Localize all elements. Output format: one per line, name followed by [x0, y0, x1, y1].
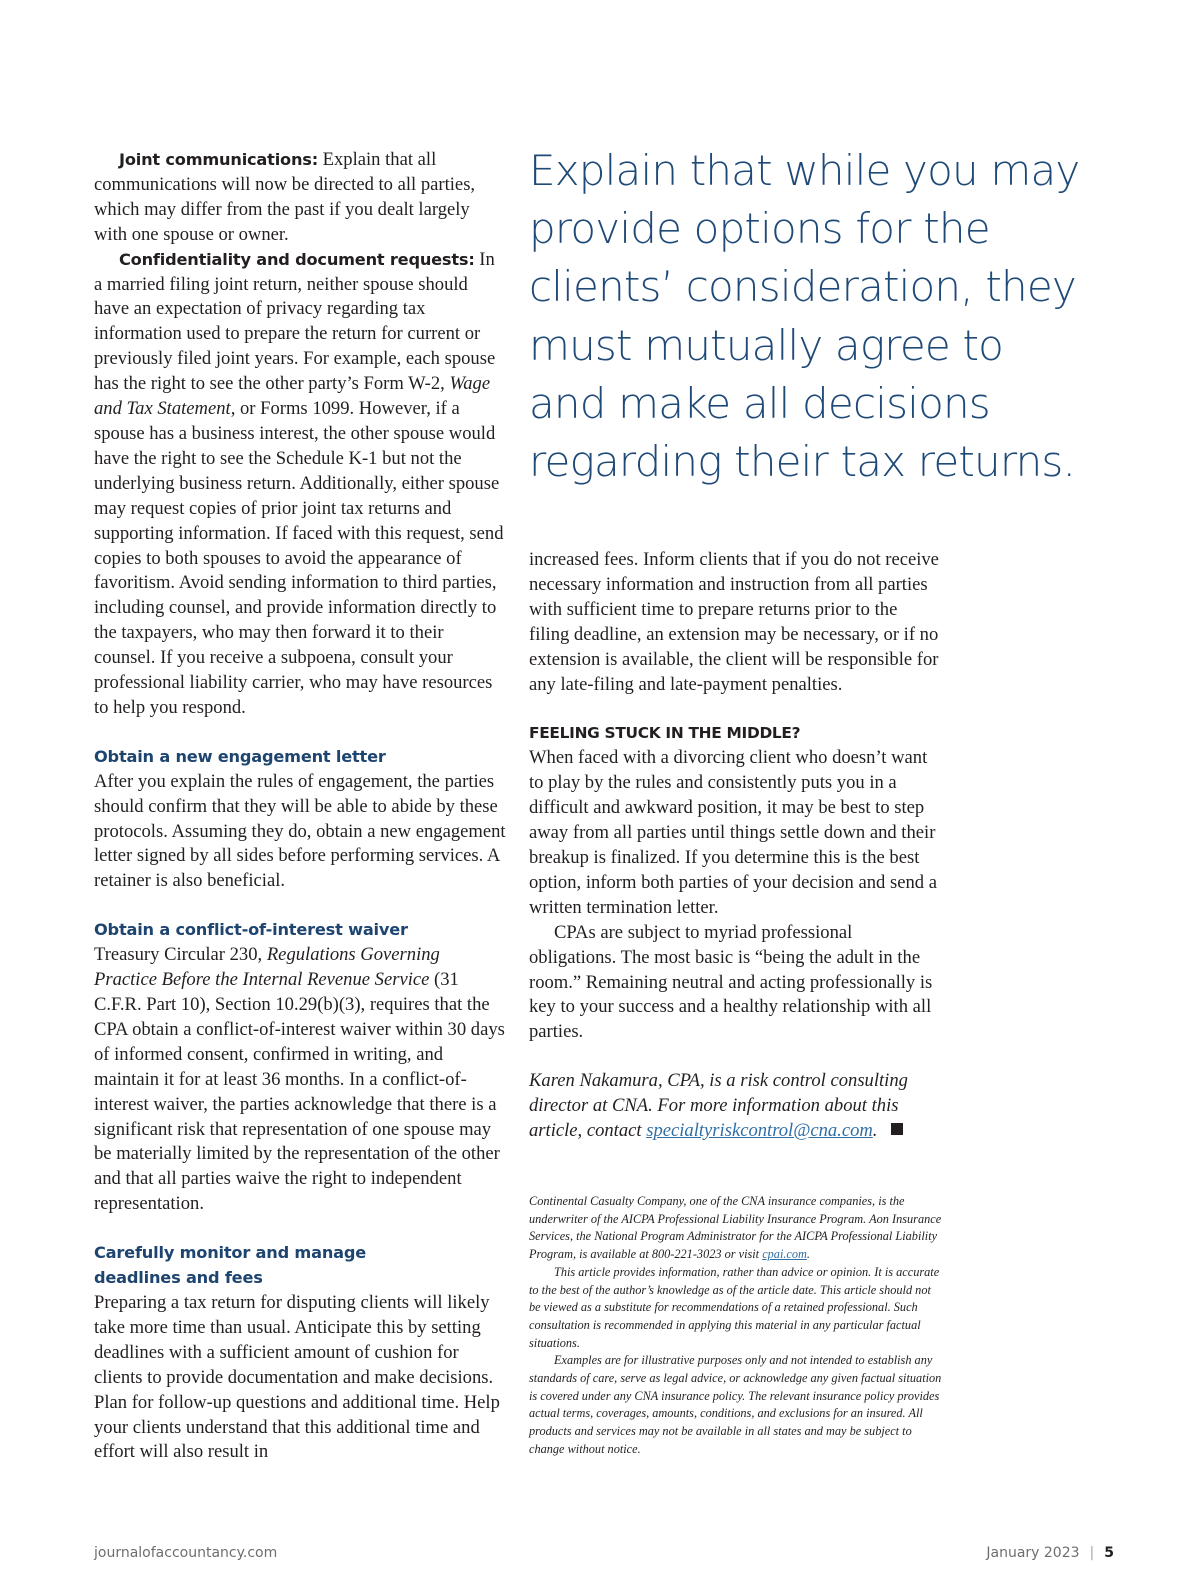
cpai-link[interactable]: cpai.com — [762, 1247, 807, 1262]
waiver-heading: Obtain a conflict-of-interest waiver — [94, 920, 408, 940]
fees-paragraph: increased fees. Inform clients that if you do not receive necessary information and instruction from all parties with sufficient time to prepare returns prior to the filing deadline, an extension may be necessary, or if no extension is available, the client will be responsible for any late-filing and late-payment penalties. — [529, 549, 939, 695]
end-mark-icon — [891, 1123, 903, 1135]
deadlines-paragraph: Preparing a tax return for disputing clients will likely take more time than usual. Anticipate this by setting deadlines with a sufficient amount of cushion for clients to provide documentation and make decisions. Plan for follow-up questions and additional time. Help your clients understand that this additional time and effort will also result in — [94, 1291, 500, 1463]
author-bio — [529, 1069, 939, 1144]
stuck-heading: FEELING STUCK IN THE MIDDLE? — [529, 724, 801, 743]
fine-print-p3: Examples are for illustrative purposes only and not intended to establish any standards of care, serve as legal advice, or acknowledge any given factual situation is covered under any CNA insurance policy. The relevant insurance policy provides actual terms, coverages, amounts, conditions, and exclusions for an insured. All products and services may not be available in all states and may be subject to change without notice. — [529, 1353, 942, 1456]
footer-separator: | — [1089, 1545, 1095, 1561]
bio-text: Karen Nakamura, CPA, is a risk control consulting director at CNA. For more information about this article, contact — [529, 1070, 908, 1142]
waiver-text-em: Regulations Governing Practice Before the Internal Revenue Service — [94, 944, 440, 991]
deadlines-heading: Carefully monitor and manage deadlines and fees — [94, 1243, 367, 1288]
waiver-text-b: (31 C.F.R. Part 10), Section 10.29(b)(3), requires that the CPA obtain a conflict-of-interest waiver within 30 days of informed consent, confirmed in writing, and maintain it for at least 36 months. In a conflict-of-interest waiver, the parties acknowledge that there is a significant risk that representation of one spouse may be materially limited by the representation of the other and that all parties waive the right to independent representation. — [94, 969, 505, 1215]
waiver-paragraph — [94, 943, 506, 1217]
joint-communications-lead: Joint communications: — [119, 150, 318, 169]
confidentiality-lead: Confidentiality and document requests: — [119, 249, 475, 269]
left-column — [94, 148, 506, 1465]
engagement-heading: Obtain a new engagement letter — [94, 746, 386, 766]
joint-communications-text: Explain that all communications will now be directed to all parties, which may differ from the past if you dealt largely with one spouse or owner. — [94, 149, 476, 245]
confidentiality-paragraph — [94, 248, 506, 721]
page-number: 5 — [1104, 1545, 1114, 1561]
confidentiality-text-em: Wage and Tax Statement — [94, 373, 491, 420]
confidentiality-text-a: In a married filing joint return, neither spouse should have an expectation of privacy regarding tax information used to prepare the return for current or previously filed joint years. For example, each spouse has the right to see the other party’s Form W-2, — [94, 248, 496, 395]
engagement-paragraph: After you explain the rules of engagement, the parties should confirm that they will be able to abide by these protocols. Assuming they do, obtain a new engagement letter signed by all sides before performing services. A retainer is also beneficial. — [94, 770, 506, 892]
fine-print-p1 — [529, 1193, 943, 1264]
right-column — [529, 548, 939, 1144]
waiver-text-a: Treasury Circular 230, — [94, 944, 267, 966]
bio-end: . — [872, 1120, 878, 1142]
footer-site: journalofaccountancy.com — [94, 1545, 278, 1561]
pull-quote: Explain that while you may provide options for the clients’ consideration, they must mutually agree to and make all decisions regarding their tax returns. — [529, 146, 1080, 487]
stuck-paragraph: When faced with a divorcing client who doesn’t want to play by the rules and consistently puts you in a difficult and awkward position, it may be best to step away from all parties until things settle down and their breakup is finalized. If you determine this is the best option, inform both parties of your decision and send a written termination letter. — [529, 747, 937, 918]
bio-email-link[interactable]: specialtyriskcontrol@cna.com — [646, 1120, 873, 1142]
fine-print-p1-end: . — [806, 1247, 810, 1262]
footer-page-info — [986, 1545, 1114, 1561]
fine-print-p1-text: Continental Casualty Company, one of the CNA insurance companies, is the underwriter of the AICPA Professional Liability Insurance Program. Aon Insurance Services, the National Program Administrator for the AICPA Professional Liability Program, is available at 800-221-3023 or visit — [529, 1194, 942, 1262]
confidentiality-text-b: , or Forms 1099. However, if a spouse has a business interest, the other spouse would have the right to see the Schedule K-1 but not the underlying business return. Additionally, either spouse may request copies of prior joint tax returns and supporting information. If faced with this request, send copies to both spouses to avoid the appearance of favoritism. Avoid sending information to third parties, including counsel, and provide information directly to the taxpayers, who may then forward it to their counsel. If you receive a subpoena, consult your professional liability carrier, who may have resources to help you respond. — [94, 398, 504, 718]
joint-communications-paragraph — [94, 148, 506, 248]
cpa-paragraph: CPAs are subject to myriad professional obligations. The most basic is “being the adult in the room.” Remaining neutral and acting professionally is key to your success and a healthy relationship with all parties. — [529, 921, 933, 1043]
footer-date: January 2023 — [986, 1545, 1080, 1561]
fine-print-p2: This article provides information, rather than advice or opinion. It is accurate to the best of the author’s knowledge as of the article date. This article should not be viewed as a substitute for recommendations of a retained professional. Such consultation is recommended in applying this material in any particular factual situations. — [529, 1264, 940, 1350]
fine-print — [529, 1193, 943, 1459]
